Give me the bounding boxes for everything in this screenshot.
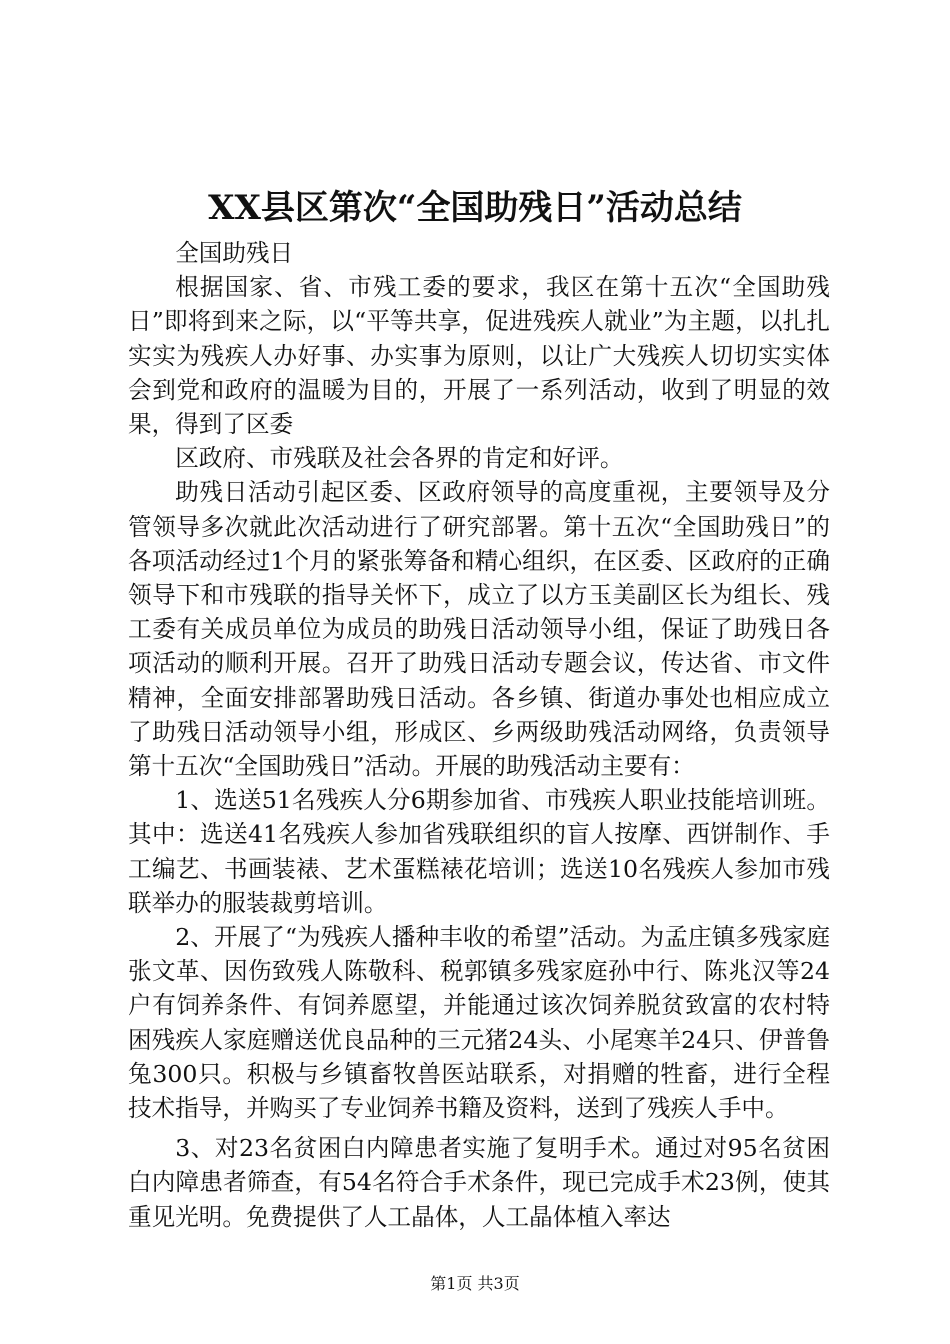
page-number-footer: 第1页 共3页 [430, 1274, 520, 1293]
document-body [128, 236, 830, 1234]
paragraph: 全国助残日 [175, 239, 294, 267]
paragraph: 2、开展了“为残疾人播种丰收的希望”活动。为孟庄镇多残家庭张文革、因伤致残人陈敬科、税郭镇多残家庭孙中行、陈兆汉等24户有饲养条件、有饲养愿望，并能通过该次饲养脱贫致富的农村特困残疾人家庭赠送优良品种的三元猪24头、小尾寒羊24只、伊普鲁兔300只。积极与乡镇畜牧兽医站联系，对捐赠的牲畜，进行全程技术指导，并购买了专业饲养书籍及资料，送到了残疾人手中。 [128, 923, 830, 1123]
document-title: XX县区第次“全国助残日”活动总结 [208, 188, 742, 228]
paragraph: 区政府、市残联及社会各界的肯定和好评。 [175, 444, 624, 473]
paragraph: 助残日活动引起区委、区政府领导的高度重视，主要领导及分管领导多次就此次活动进行了研究部署。第十五次“全国助残日”的各项活动经过1个月的紧张筹备和精心组织，在区委、区政府的正确领导下和市残联的指导关怀下，成立了以方玉美副区长为组长、残工委有关成员单位为成员的助残日活动领导小组，保证了助残日各项活动的顺利开展。召开了助残日活动专题会议，传达省、市文件精神，全面安排部署助残日活动。各乡镇、街道办事处也相应成立了助残日活动领导小组，形成区、乡两级助残活动网络，负责领导第十五次“全国助残日”活动。开展的助残活动主要有： [128, 478, 830, 781]
paragraph: 3、对23名贫困白内障患者实施了复明手术。通过对95名贫困白内障患者筛查，有54名符合手术条件，现已完成手术23例，使其重见光明。免费提供了人工晶体，人工晶体植入率达 [128, 1134, 830, 1231]
paragraph: 1、选送51名残疾人分6期参加省、市残疾人职业技能培训班。其中：选送41名残疾人参加省残联组织的盲人按摩、西饼制作、手工编艺、书画装裱、艺术蛋糕裱花培训；选送10名残疾人参加市残联举办的服装裁剪培训。 [128, 786, 830, 917]
paragraph: 根据国家、省、市残工委的要求，我区在第十五次“全国助残日”即将到来之际，以“平等共享，促进残疾人就业”为主题，以扎扎实实为残疾人办好事、办实事为原则，以让广大残疾人切切实实体会到党和政府的温暖为目的，开展了一系列活动，收到了明显的效果，得到了区委 [128, 273, 830, 439]
